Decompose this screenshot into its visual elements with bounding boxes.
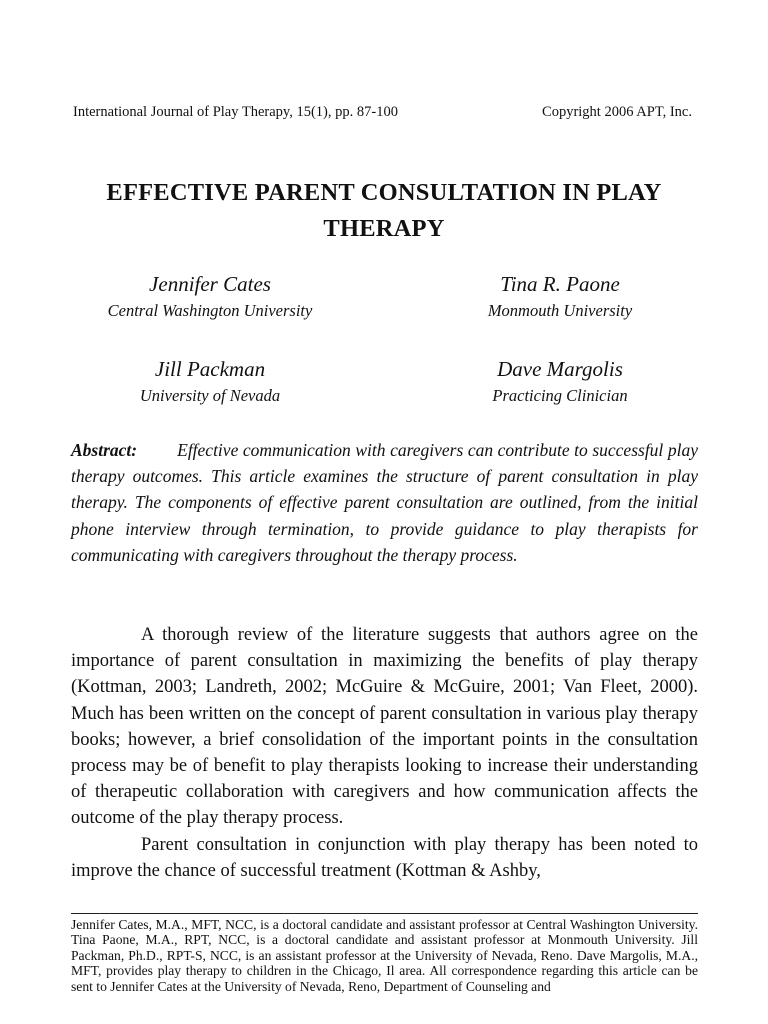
author-affiliation: Practicing Clinician: [492, 386, 628, 405]
abstract-label: Abstract:: [71, 440, 138, 460]
author-name: Jennifer Cates: [149, 272, 271, 296]
journal-citation: International Journal of Play Therapy, 15(1), pp. 87-100: [73, 104, 398, 120]
author-4: [410, 356, 710, 407]
author-affiliation: University of Nevada: [139, 386, 281, 405]
author-1: [60, 271, 360, 322]
article-title: EFFECTIVE PARENT CONSULTATION IN PLAY THERAPY: [106, 179, 662, 242]
abstract: [71, 437, 698, 568]
copyright-notice: Copyright 2006 APT, Inc.: [542, 104, 692, 120]
body-paragraph-1: A thorough review of the literature suggests that authors agree on the importance of parent consultation in maximizing the benefits of play therapy (Kottman, 2003; Landreth, 2002; McGuire & McGuire, 2001; Van Fleet, 2000). Much has been written on the concept of parent consultation in various play therapy books; however, a brief consolidation of the important points in the consultation process may be of benefit to play therapists looking to increase their understanding of therapeutic collaboration with caregivers and how communication affects the outcome of the play therapy process.: [71, 625, 698, 829]
author-footnote: Jennifer Cates, M.A., MFT, NCC, is a doctoral candidate and assistant professor at Central Washington University. Tina Paone, M.A., RPT, NCC, is a doctoral candidate and assistant professor at Monmouth University. Jill Packman, Ph.D., RPT-S, NCC, is an assistant professor at the University of Nevada, Reno. Dave Margolis, M.A., MFT, provides play therapy to children in the Chicago, Il area. All correspondence regarding this article can be sent to Jennifer Cates at the University of Nevada, Reno, Department of Counseling and: [71, 917, 698, 994]
body-text: [71, 622, 698, 884]
author-name: Dave Margolis: [497, 357, 623, 381]
author-3: [60, 356, 360, 407]
footnote-divider: [71, 913, 698, 914]
body-paragraph-2: Parent consultation in conjunction with play therapy has been noted to improve the chance of successful treatment (Kottman & Ashby,: [71, 834, 698, 881]
abstract-text: Effective communication with caregivers can contribute to successful play therapy outcomes. This article examines the structure of parent consultation in play therapy. The components of effective parent consultation are outlined, from the initial phone interview through termination, to provide guidance to play therapists for communicating with caregivers throughout the therapy process.: [71, 440, 698, 565]
author-affiliation: Monmouth University: [487, 301, 633, 320]
author-2: [410, 271, 710, 322]
author-name: Tina R. Paone: [500, 272, 620, 296]
running-header: [73, 103, 692, 121]
author-name: Jill Packman: [154, 357, 266, 381]
author-affiliation: Central Washington University: [107, 301, 313, 320]
